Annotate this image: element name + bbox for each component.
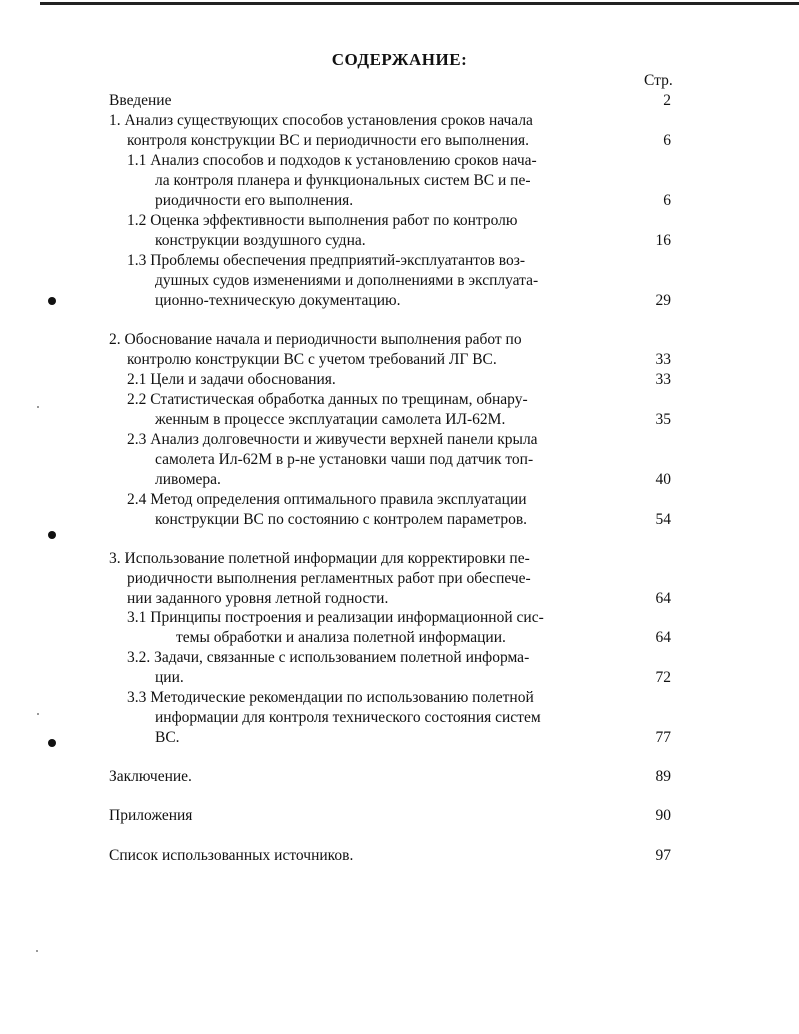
scan-speck [37,406,39,408]
toc-entry-section-3-2-line-2: ции. [155,669,184,686]
toc-page-number: 6 [663,132,671,149]
toc-entry-section-3-3-line-3: ВС. [155,729,180,746]
toc-entry-appendices: Приложения [109,807,193,824]
toc-page-number: 64 [655,629,671,646]
toc-entry-section-3-2: 3.2. Задачи, связанные с использованием полетной информа- [127,649,530,666]
toc-page-number: 33 [655,371,671,388]
toc-entry-chapter-1-line-2: контроля конструкции ВС и периодичности его выполнения. [127,132,530,149]
toc-page-number: 77 [655,729,671,746]
toc-page-number: 72 [655,669,671,686]
toc-entry-section-2-2-line-2: женным в процессе эксплуатации самолета ИЛ-62М. [155,411,506,428]
toc-entry-section-2-3-line-3: ливомера. [155,471,221,488]
page-column-header: Стр. [644,72,673,89]
toc-page-number: 40 [655,471,671,488]
scan-speck [37,713,39,715]
toc-entry-section-1-1-line-3: риодичности его выполнения. [155,192,354,209]
toc-entry-chapter-3-line-3: нии заданного уровня летной годности. [127,590,389,607]
toc-page-number: 29 [655,292,671,309]
toc-entry-references: Список использованных источников. [109,847,354,864]
toc-entry-section-3-3-line-2: информации для контроля технического состояния систем [155,709,541,726]
toc-entry-introduction: Введение [109,92,172,109]
toc-entry-chapter-2: 2. Обоснование начала и периодичности выполнения работ по [109,331,522,348]
toc-entry-section-3-3: 3.3 Методические рекомендации по использованию полетной [127,689,534,706]
toc-entry-chapter-1: 1. Анализ существующих способов установления сроков начала [109,112,533,129]
punch-hole-mark [48,531,56,539]
toc-entry-section-1-3: 1.3 Проблемы обеспечения предприятий-эксплуатантов воз- [127,252,526,269]
top-border-line [40,2,799,5]
toc-entry-chapter-2-line-2: контролю конструкции ВС с учетом требований ЛГ ВС. [127,351,497,368]
toc-page-number: 64 [655,590,671,607]
toc-page-number: 90 [655,807,671,824]
toc-entry-section-2-2: 2.2 Статистическая обработка данных по трещинам, обнару- [127,391,528,408]
toc-entry-section-3-1: 3.1 Принципы построения и реализации информационной сис- [127,609,544,626]
toc-entry-section-2-1: 2.1 Цели и задачи обоснования. [127,371,336,388]
toc-page-number: 16 [655,232,671,249]
toc-entry-section-1-2-line-2: конструкции воздушного судна. [155,232,366,249]
toc-page-number: 89 [655,768,671,785]
toc-entry-section-2-4: 2.4 Метод определения оптимального правила эксплуатации [127,491,527,508]
page-title: СОДЕРЖАНИЕ: [331,50,468,69]
toc-entry-section-1-3-line-2: душных судов изменениями и дополнениями в эксплуата- [155,272,539,289]
toc-entry-section-1-1-line-2: ла контроля планера и функциональных систем ВС и пе- [155,172,531,189]
toc-page-number: 35 [655,411,671,428]
toc-page-number: 97 [655,847,671,864]
punch-hole-mark [48,297,56,305]
toc-page-number: 54 [655,511,671,528]
toc-entry-section-1-3-line-3: ционно-техническую документацию. [155,292,401,309]
toc-entry-section-2-3: 2.3 Анализ долговечности и живучести верхней панели крыла [127,431,538,448]
toc-entry-chapter-3-line-2: риодичности выполнения регламентных работ при обеспече- [127,570,531,587]
toc-entry-section-2-3-line-2: самолета Ил-62М в р-не установки чаши под датчик топ- [155,451,534,468]
toc-entry-chapter-3: 3. Использование полетной информации для корректировки пе- [109,550,530,567]
toc-page-number: 33 [655,351,671,368]
toc-entry-section-2-4-line-2: конструкции ВС по состоянию с контролем параметров. [155,511,528,528]
toc-page-number: 2 [663,92,671,109]
toc-entry-section-3-1-line-2: темы обработки и анализа полетной информации. [176,629,506,646]
scan-speck [36,950,38,952]
toc-entry-conclusion: Заключение. [109,768,192,785]
toc-entry-section-1-1: 1.1 Анализ способов и подходов к установлению сроков нача- [127,152,537,169]
punch-hole-mark [48,739,56,747]
toc-entry-section-1-2: 1.2 Оценка эффективности выполнения работ по контролю [127,212,518,229]
toc-page-number: 6 [663,192,671,209]
